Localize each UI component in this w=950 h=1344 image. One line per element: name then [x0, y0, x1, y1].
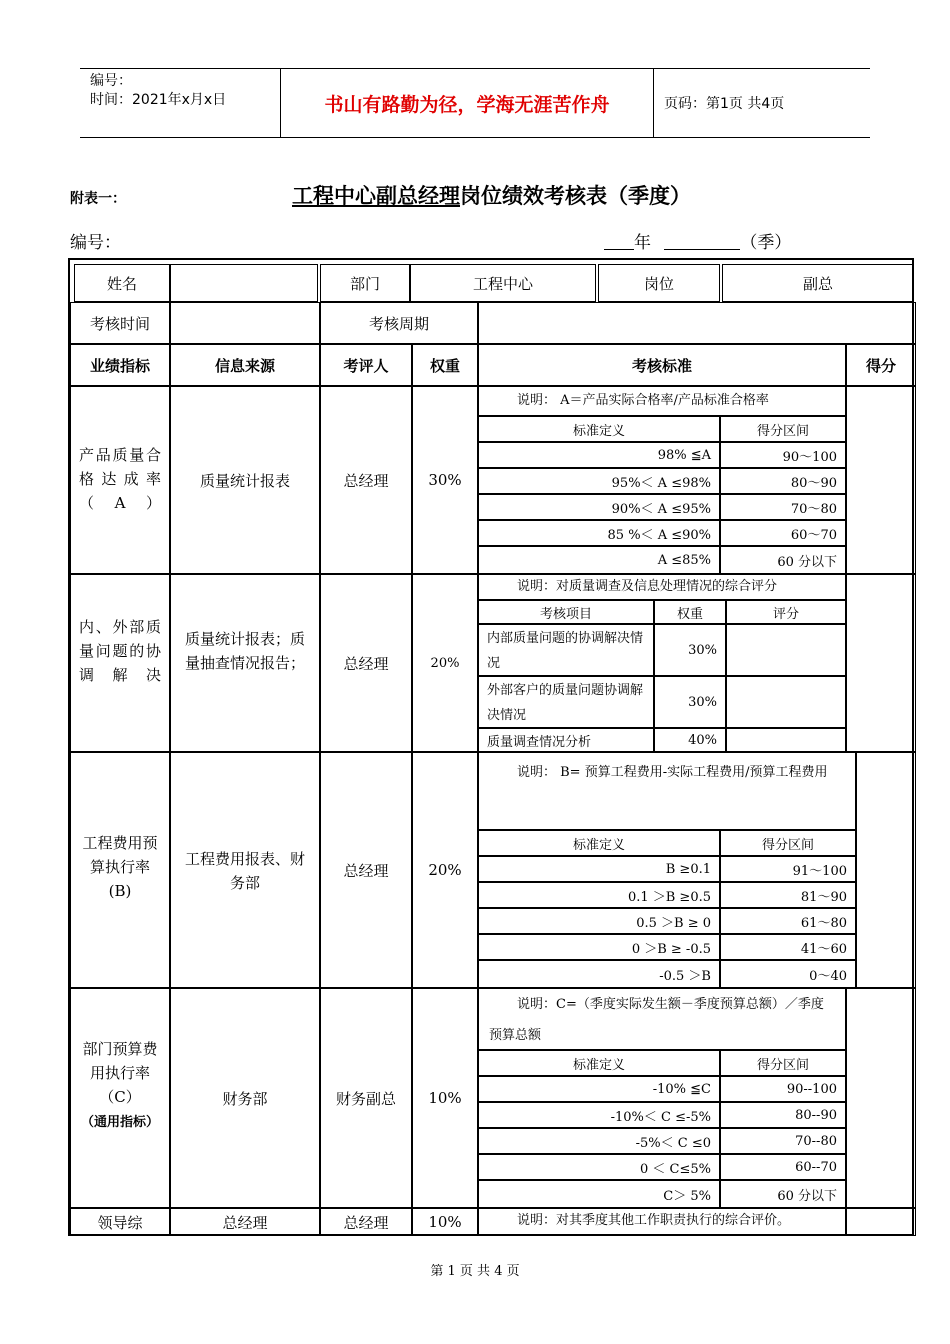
indicator-c	[70, 988, 170, 1208]
page-footer: 第 1 页 共 4 页	[430, 1264, 520, 1279]
score-quality-issues[interactable]	[846, 574, 916, 752]
c-row-def: -10%＜ C ≤-5%	[478, 1102, 720, 1128]
score-leadership[interactable]	[846, 1208, 916, 1236]
q-row-score[interactable]	[726, 728, 846, 752]
note-b: 说明： B= 预算工程费用-实际工程费用/预算工程费用	[478, 752, 856, 830]
header-meta	[80, 69, 280, 137]
a-row-score: 60～70	[720, 520, 846, 546]
b-row-score: 81～90	[720, 882, 856, 908]
dept-label: 部门	[320, 264, 410, 302]
score-c[interactable]	[846, 988, 916, 1208]
q-row-item: 外部客户的质量问题协调解决情况	[478, 676, 654, 728]
header-page-number: 页码：第1页 共4页	[664, 96, 785, 112]
c-row-score: 90--100	[720, 1076, 846, 1102]
weight-a: 30%	[412, 386, 478, 574]
a-row-def: 95%＜ A ≤98%	[478, 468, 720, 494]
indicator-b: 工程费用预算执行率(B)	[70, 752, 170, 988]
col-evaluator: 考评人	[320, 344, 412, 386]
c-row-def: -10% ≦C	[478, 1076, 720, 1102]
a-col2: 得分区间	[720, 416, 846, 442]
name-label: 姓名	[74, 264, 170, 302]
col-weight: 权重	[412, 344, 478, 386]
page-header	[80, 68, 870, 138]
season-blank	[664, 233, 740, 250]
c-row-score: 70--80	[720, 1128, 846, 1154]
evaluation-table	[68, 258, 914, 1236]
doc-number-label: 编号：	[70, 233, 121, 253]
b-row-score: 41～60	[720, 934, 856, 960]
header-date: 时间：2021年x月x日	[90, 92, 227, 108]
c-row-def: C＞ 5%	[478, 1180, 720, 1208]
b-row-def: 0 ＞B ≥ -0.5	[478, 934, 720, 960]
col-score: 得分	[846, 344, 916, 386]
source-leadership: 总经理	[170, 1208, 320, 1236]
b-row-score: 61～80	[720, 908, 856, 934]
col-source: 信息来源	[170, 344, 320, 386]
time-value[interactable]	[170, 302, 320, 344]
weight-b: 20%	[412, 752, 478, 988]
b-col2: 得分区间	[720, 830, 856, 856]
b-row-def: 0.1 ＞B ≥0.5	[478, 882, 720, 908]
year-label: 年	[634, 233, 651, 253]
a-col1: 标准定义	[478, 416, 720, 442]
indicator-leadership: 领导综	[70, 1208, 170, 1236]
q-row-weight: 40%	[654, 728, 726, 752]
evaluator-leadership: 总经理	[320, 1208, 412, 1236]
q-row-weight: 30%	[654, 624, 726, 676]
a-row-def: 98% ≦A	[478, 442, 720, 468]
b-row-def: -0.5 ＞B	[478, 960, 720, 988]
weight-c: 10%	[412, 988, 478, 1208]
indicator-c-text: 部门预算费用执行率（C）	[82, 1040, 158, 1106]
header-motto: 书山有路勤为径，学海无涯苦作舟	[280, 69, 654, 137]
c-row-def: -5%＜ C ≤0	[478, 1128, 720, 1154]
a-row-score: 90～100	[720, 442, 846, 468]
evaluator-c: 财务副总	[320, 988, 412, 1208]
q-row-score[interactable]	[726, 676, 846, 728]
q-col3: 评分	[726, 600, 846, 624]
attachment-label: 附表一：	[70, 191, 126, 207]
year-season-line	[604, 228, 791, 253]
post-value: 副总	[722, 264, 914, 302]
title-underlined: 工程中心副总经理	[292, 184, 460, 208]
period-label: 考核周期	[320, 302, 478, 344]
q-row-weight: 30%	[654, 676, 726, 728]
a-row-score: 60 分以下	[720, 546, 846, 574]
b-col1: 标准定义	[478, 830, 720, 856]
post-label: 岗位	[598, 264, 720, 302]
a-row-def: 90%＜ A ≤95%	[478, 494, 720, 520]
b-row-score: 0～40	[720, 960, 856, 988]
q-row-score[interactable]	[726, 624, 846, 676]
time-label: 考核时间	[70, 302, 170, 344]
season-label: （季）	[740, 233, 792, 253]
c-col1: 标准定义	[478, 1050, 720, 1076]
indicator-quality-issues: 内、外部质量问题的协调解决	[70, 574, 170, 752]
source-b: 工程费用报表、财务部	[170, 752, 320, 988]
indicator-a: 产品质量合格达成率（A）	[70, 386, 170, 574]
note-a: 说明： A＝产品实际合格率/产品标准合格率	[478, 386, 846, 416]
note-quality-issues: 说明：对质量调查及信息处理情况的综合评分	[478, 574, 846, 600]
source-c: 财务部	[170, 988, 320, 1208]
q-col1: 考核项目	[478, 600, 654, 624]
b-row-score: 91～100	[720, 856, 856, 882]
dept-value: 工程中心	[410, 264, 596, 302]
c-row-score: 60--70	[720, 1154, 846, 1180]
source-a: 质量统计报表	[170, 386, 320, 574]
header-number-label: 编号：	[90, 73, 132, 89]
col-standard: 考核标准	[478, 344, 846, 386]
c-row-score: 60 分以下	[720, 1180, 846, 1208]
weight-quality-issues: 20%	[412, 574, 478, 752]
a-row-score: 80～90	[720, 468, 846, 494]
title-rest: 岗位绩效考核表（季度）	[460, 184, 691, 208]
weight-leadership: 10%	[412, 1208, 478, 1236]
period-value[interactable]	[478, 302, 916, 344]
document-title	[292, 180, 691, 210]
b-row-def: B ≥0.1	[478, 856, 720, 882]
q-row-item: 质量调查情况分析	[478, 728, 654, 752]
c-col2: 得分区间	[720, 1050, 846, 1076]
note-c: 说明：C=（季度实际发生额－季度预算总额）／季度预算总额	[478, 988, 846, 1050]
evaluator-b: 总经理	[320, 752, 412, 988]
col-indicator: 业绩指标	[70, 344, 170, 386]
a-row-score: 70～80	[720, 494, 846, 520]
name-value[interactable]	[170, 264, 318, 302]
c-row-score: 80--90	[720, 1102, 846, 1128]
q-row-item: 内部质量问题的协调解决情况	[478, 624, 654, 676]
c-row-def: 0 ＜ C≤5%	[478, 1154, 720, 1180]
evaluator-quality-issues: 总经理	[320, 574, 412, 752]
score-a[interactable]	[846, 386, 916, 574]
b-row-def: 0.5 ＞B ≥ 0	[478, 908, 720, 934]
indicator-c-note: （通用指标）	[81, 1115, 160, 1130]
a-row-def: 85 %＜ A ≤90%	[478, 520, 720, 546]
evaluator-a: 总经理	[320, 386, 412, 574]
source-quality-issues: 质量统计报表；质量抽查情况报告；	[170, 574, 320, 752]
score-b[interactable]	[856, 752, 916, 988]
q-col2: 权重	[654, 600, 726, 624]
a-row-def: A ≤85%	[478, 546, 720, 574]
year-blank	[604, 233, 634, 250]
note-leadership: 说明：对其季度其他工作职责执行的综合评价。	[478, 1208, 846, 1236]
